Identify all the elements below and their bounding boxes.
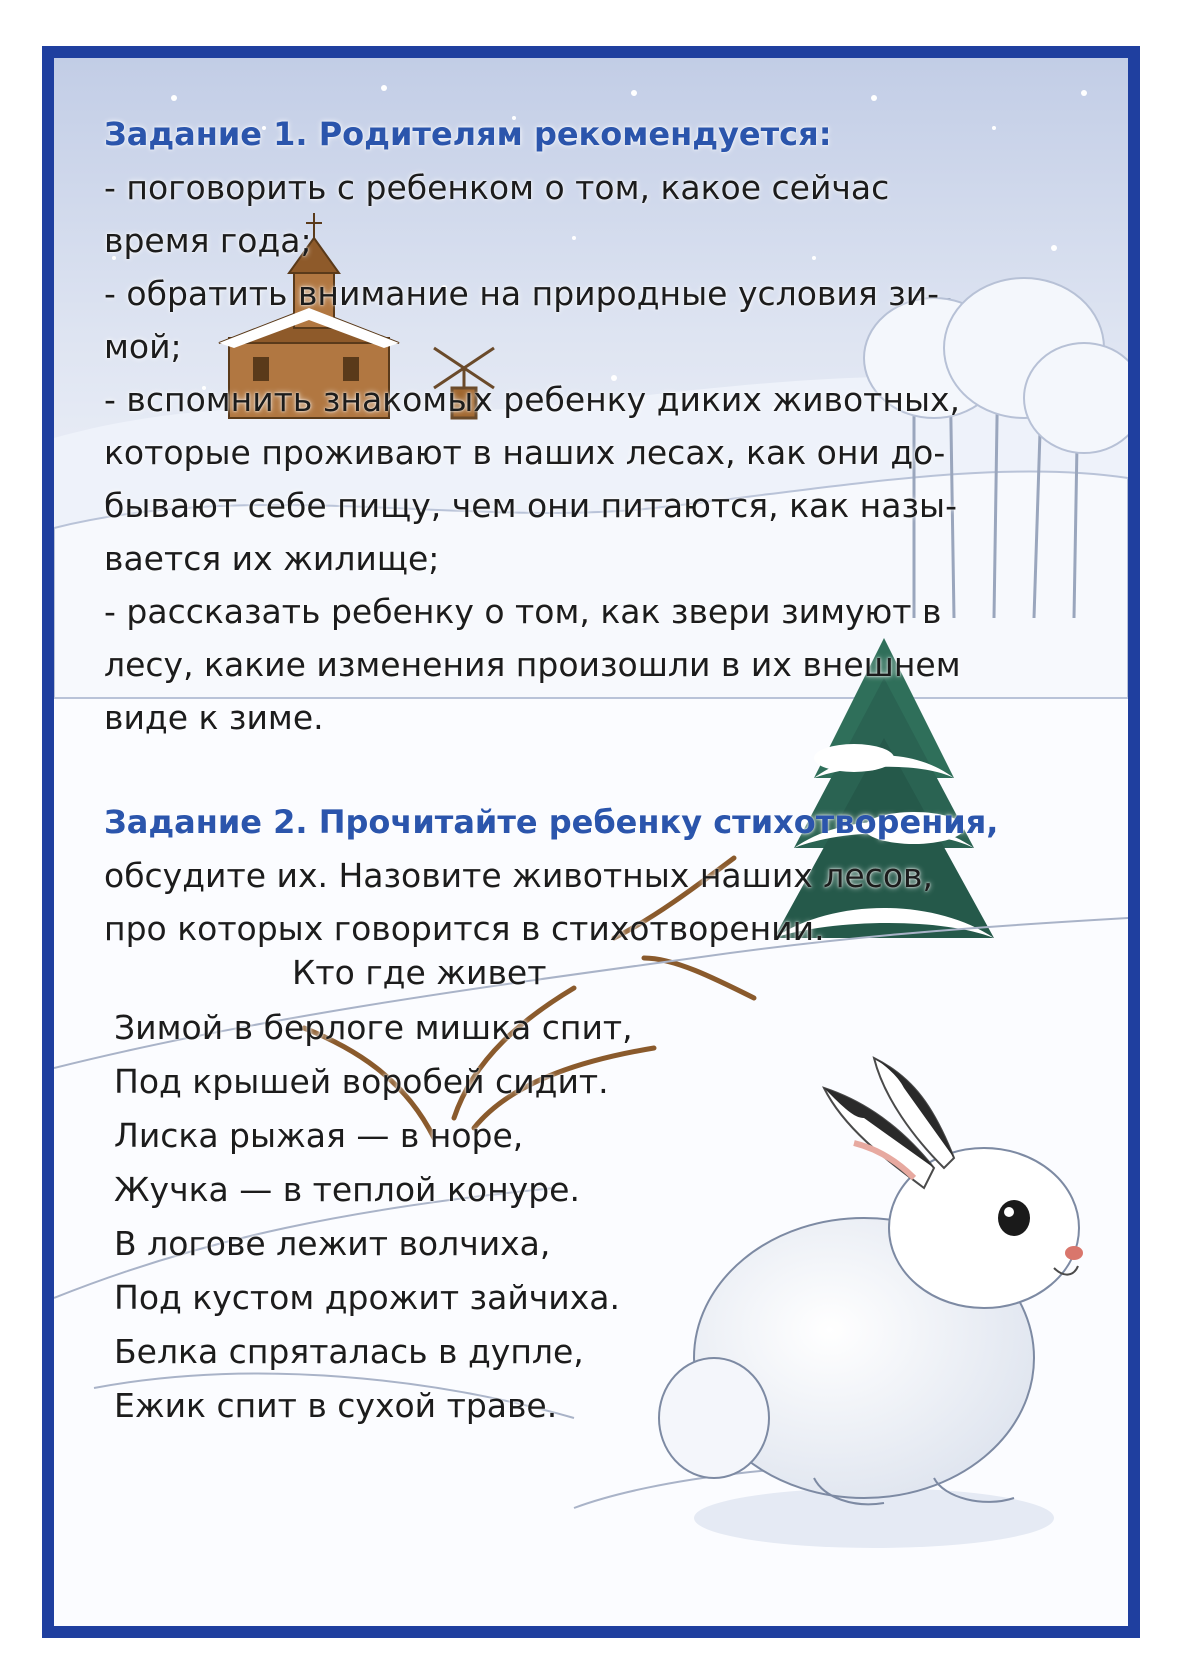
poem-line: Лиска рыжая — в норе, (114, 1116, 524, 1155)
task-1-line: виде к зиме. (104, 698, 324, 737)
task-1-line: - вспомнить знакомых ребенку диких животных, (104, 380, 961, 419)
poem-line: Ежик спит в сухой траве. (114, 1386, 558, 1425)
task-1 (104, 108, 1114, 744)
task-1-line: которые проживают в наших лесах, как они до- (104, 433, 946, 472)
text-content (54, 58, 1128, 1626)
poem-line: В логове лежит волчиха, (114, 1224, 551, 1263)
task-2-line: обсудите их. Назовите животных наших лесов, (104, 856, 933, 895)
poem-line: Зимой в берлоге мишка спит, (114, 1008, 633, 1047)
task-1-line: - рассказать ребенку о том, как звери зимуют в (104, 592, 942, 631)
poem-line: Жучка — в теплой конуре. (114, 1170, 580, 1209)
task-1-line: вается их жилище; (104, 539, 440, 578)
poem-line: Под кустом дрожит зайчиха. (114, 1278, 620, 1317)
blue-frame (42, 46, 1140, 1638)
task-1-line: лесу, какие изменения произошли в их внешнем (104, 645, 961, 684)
task-1-line: время года; (104, 221, 312, 260)
task-1-line: - поговорить с ребенком о том, какое сейчас (104, 168, 890, 207)
poem-line: Под крышей воробей сидит. (114, 1062, 609, 1101)
task-1-heading: Задание 1. Родителям рекомендуется: (104, 115, 832, 153)
task-1-line: - обратить внимание на природные условия зи- (104, 274, 940, 313)
poem (114, 1001, 814, 1433)
poem-title: Кто где живет (292, 953, 547, 992)
task-1-line: мой; (104, 327, 182, 366)
task-2-heading: Задание 2. Прочитайте ребенку стихотворения, (104, 803, 999, 841)
task-2-line: про которых говорится в стихотворении. (104, 909, 825, 948)
task-1-line: бывают себе пищу, чем они питаются, как назы- (104, 486, 957, 525)
poem-line: Белка спряталась в дупле, (114, 1332, 584, 1371)
task-2 (104, 796, 1114, 955)
